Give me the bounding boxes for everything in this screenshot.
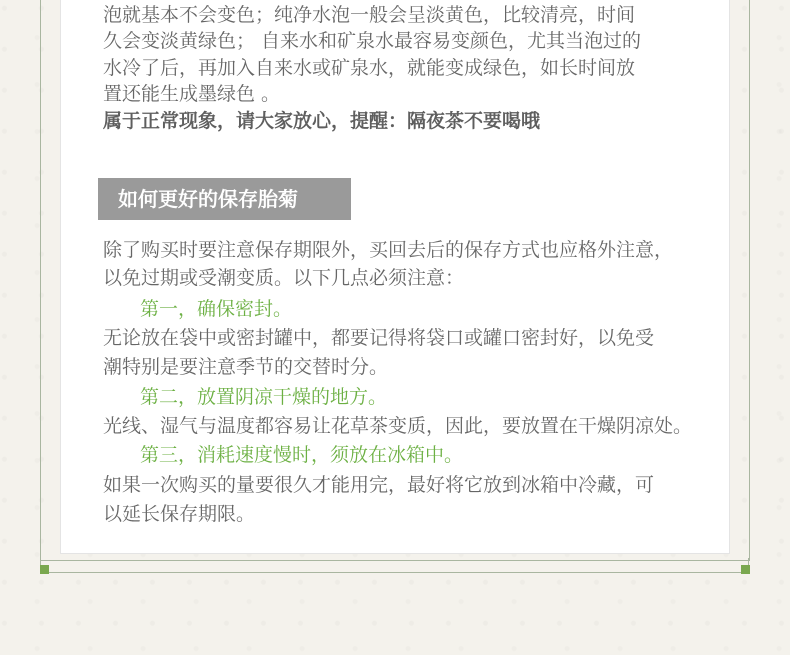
section-heading: 如何更好的保存胎菊 — [98, 178, 351, 220]
tip-heading-3: 第三，消耗速度慢时，须放在冰箱中。 — [140, 444, 464, 466]
section-intro-line-2: 以免过期或受潮变质。以下几点必须注意： — [103, 267, 465, 289]
intro-line-1: 泡就基本不会变色；纯净水泡一般会呈淡黄色，比较清亮，时间 — [103, 4, 636, 26]
reminder-text: 属于正常现象，请大家放心，提醒：隔夜茶不要喝哦 — [103, 110, 541, 132]
corner-ornament-right — [741, 565, 750, 574]
section-intro-line-1: 除了购买时要注意保存期限外，买回去后的保存方式也应格外注意， — [103, 239, 674, 261]
frame-bottom-line — [55, 572, 735, 573]
corner-ornament-left — [40, 565, 49, 574]
tip-heading-2: 第二，放置阴凉干燥的地方。 — [140, 386, 388, 408]
tip-body-1-line-2: 潮特别是要注意季节的交替时分。 — [103, 356, 389, 378]
tip-heading-1: 第一，确保密封。 — [140, 298, 293, 320]
intro-line-3: 水冷了后，再加入自来水或矿泉水，就能变成绿色，如长时间放 — [103, 57, 636, 79]
tip-body-2-line-1: 光线、湿气与温度都容易让花草茶变质，因此，要放置在干燥阴凉处。 — [103, 415, 693, 437]
intro-line-4: 置还能生成墨绿色 。 — [103, 83, 281, 105]
tip-body-3-line-2: 以延长保存期限。 — [103, 503, 256, 525]
intro-line-2: 久会变淡黄绿色； 自来水和矿泉水最容易变颜色，尤其当泡过的 — [103, 30, 642, 52]
tip-body-3-line-1: 如果一次购买的量要很久才能用完，最好将它放到冰箱中冷藏，可 — [103, 474, 655, 496]
tip-body-1-line-1: 无论放在袋中或密封罐中，都要记得将袋口或罐口密封好，以免受 — [103, 327, 655, 349]
